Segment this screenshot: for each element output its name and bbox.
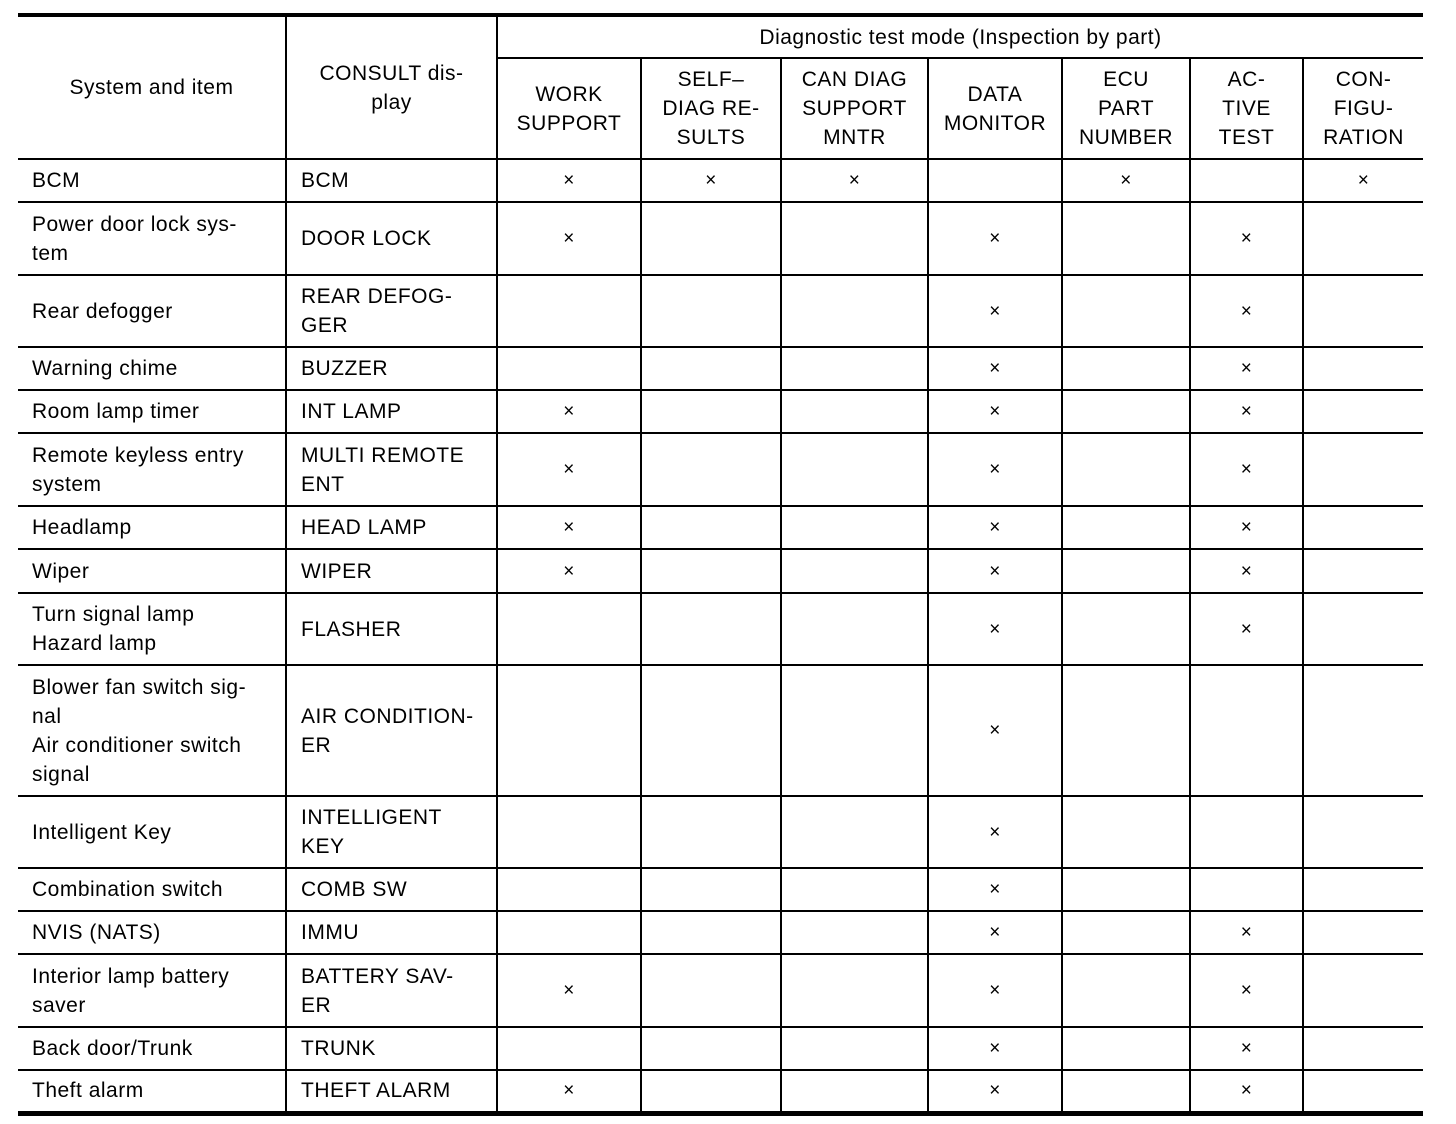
header-system-and-item-text: System and item xyxy=(69,76,234,99)
mode-mark-work-support xyxy=(497,593,641,665)
consult-display-line: INT LAMP xyxy=(301,400,402,423)
system-item-line: Interior lamp battery xyxy=(32,964,230,988)
system-item-line: nal xyxy=(32,704,62,728)
mode-mark-active-test: × xyxy=(1190,593,1303,665)
system-item-cell xyxy=(18,433,286,506)
header-mode-line: ECU xyxy=(1103,68,1149,91)
mode-mark-data-monitor: × xyxy=(928,1027,1062,1070)
system-item-line: Warning chime xyxy=(32,357,178,380)
mode-mark-work-support: × xyxy=(497,159,641,202)
consult-display-cell xyxy=(286,954,497,1027)
mode-mark-can-diag-support-mntr xyxy=(781,347,928,390)
mode-mark-can-diag-support-mntr xyxy=(781,796,928,868)
header-mode-line: MNTR xyxy=(823,126,886,149)
consult-display-cell xyxy=(286,911,497,954)
mode-mark-active-test: × xyxy=(1190,911,1303,954)
mode-mark-work-support: × xyxy=(497,1070,641,1113)
diagnostic-mode-table xyxy=(18,13,1423,1116)
header-mode-line: CAN DIAG xyxy=(801,68,908,91)
header-mode-line: AC- xyxy=(1227,68,1266,91)
mode-mark-data-monitor: × xyxy=(928,911,1062,954)
header-mode-line: FIGU- xyxy=(1333,97,1394,120)
system-item-cell xyxy=(18,506,286,549)
system-item-line: BCM xyxy=(32,169,81,192)
mode-mark-can-diag-support-mntr xyxy=(781,911,928,954)
mode-mark-data-monitor: × xyxy=(928,1070,1062,1113)
system-item-cell xyxy=(18,868,286,911)
mode-mark-self-diag-results xyxy=(641,347,781,390)
system-item-line: Theft alarm xyxy=(32,1079,144,1103)
system-item-cell xyxy=(18,593,286,665)
mode-mark-configuration xyxy=(1303,275,1423,347)
mode-mark-data-monitor: × xyxy=(928,390,1062,433)
mode-mark-data-monitor: × xyxy=(928,347,1062,390)
header-mode-line: SUPPORT xyxy=(516,111,622,135)
mode-mark-ecu-part-number xyxy=(1062,954,1190,1027)
mode-mark-self-diag-results xyxy=(641,506,781,549)
mode-mark-data-monitor: × xyxy=(928,202,1062,275)
mode-mark-data-monitor: × xyxy=(928,665,1062,796)
table-row xyxy=(18,202,1423,275)
mode-mark-configuration xyxy=(1303,665,1423,796)
mode-mark-can-diag-support-mntr xyxy=(781,202,928,275)
mode-mark-active-test xyxy=(1190,796,1303,868)
mode-mark-data-monitor: × xyxy=(928,275,1062,347)
mode-mark-can-diag-support-mntr xyxy=(781,954,928,1027)
mode-mark-data-monitor: × xyxy=(928,593,1062,665)
header-mode-ecu-part-number xyxy=(1062,58,1190,159)
mode-mark-ecu-part-number xyxy=(1062,275,1190,347)
system-item-line: Blower fan switch sig- xyxy=(32,675,247,699)
table-row xyxy=(18,347,1423,390)
mode-mark-self-diag-results xyxy=(641,390,781,433)
table-row xyxy=(18,954,1423,1027)
header-consult-display-line: play xyxy=(371,90,412,114)
system-item-line: tem xyxy=(32,241,69,265)
mode-mark-ecu-part-number xyxy=(1062,593,1190,665)
mode-mark-data-monitor xyxy=(928,159,1062,202)
consult-display-cell xyxy=(286,202,497,275)
mode-mark-self-diag-results xyxy=(641,954,781,1027)
mode-mark-configuration xyxy=(1303,506,1423,549)
mode-mark-configuration xyxy=(1303,433,1423,506)
consult-display-line: TRUNK xyxy=(301,1037,376,1060)
table-row xyxy=(18,159,1423,202)
mode-mark-configuration xyxy=(1303,1027,1423,1070)
system-item-line: Room lamp timer xyxy=(32,400,200,423)
table-header xyxy=(18,15,1423,159)
consult-display-cell xyxy=(286,1027,497,1070)
mode-mark-self-diag-results xyxy=(641,868,781,911)
consult-display-cell xyxy=(286,868,497,911)
table-row xyxy=(18,911,1423,954)
mode-mark-active-test: × xyxy=(1190,433,1303,506)
mode-mark-work-support xyxy=(497,275,641,347)
mode-mark-active-test: × xyxy=(1190,1027,1303,1070)
system-item-cell xyxy=(18,390,286,433)
mode-mark-work-support xyxy=(497,1027,641,1070)
mode-mark-work-support: × xyxy=(497,954,641,1027)
mode-mark-active-test: × xyxy=(1190,1070,1303,1113)
consult-display-cell xyxy=(286,159,497,202)
header-mode-line: SUPPORT xyxy=(802,97,907,120)
mode-mark-active-test: × xyxy=(1190,954,1303,1027)
mode-mark-configuration xyxy=(1303,593,1423,665)
mode-mark-active-test xyxy=(1190,868,1303,911)
mode-mark-self-diag-results xyxy=(641,433,781,506)
mode-mark-configuration xyxy=(1303,549,1423,593)
consult-display-cell xyxy=(286,593,497,665)
mode-mark-ecu-part-number xyxy=(1062,506,1190,549)
mode-mark-can-diag-support-mntr xyxy=(781,1027,928,1070)
header-mode-line: CON- xyxy=(1335,68,1392,91)
header-mode-active-test xyxy=(1190,58,1303,159)
mode-mark-configuration: × xyxy=(1303,159,1423,202)
header-consult-display-line: CONSULT dis- xyxy=(319,61,464,85)
system-item-line: Remote keyless entry xyxy=(32,443,244,467)
mode-mark-active-test: × xyxy=(1190,506,1303,549)
table-row xyxy=(18,549,1423,593)
mode-mark-configuration xyxy=(1303,868,1423,911)
header-mode-work-support xyxy=(497,58,641,159)
consult-display-line: FLASHER xyxy=(301,617,402,641)
table-row xyxy=(18,796,1423,868)
system-item-cell xyxy=(18,549,286,593)
mode-mark-ecu-part-number xyxy=(1062,390,1190,433)
system-item-line: saver xyxy=(32,993,86,1017)
consult-display-line: INTELLIGENT xyxy=(301,806,442,829)
table-body xyxy=(18,159,1423,1113)
mode-mark-ecu-part-number xyxy=(1062,347,1190,390)
mode-mark-self-diag-results xyxy=(641,275,781,347)
header-mode-configuration xyxy=(1303,58,1423,159)
mode-mark-can-diag-support-mntr xyxy=(781,275,928,347)
header-diagnostic-test-mode-text: Diagnostic test mode (Inspection by part) xyxy=(759,25,1162,49)
mode-mark-work-support xyxy=(497,796,641,868)
consult-display-line: KEY xyxy=(301,835,345,858)
mode-mark-configuration xyxy=(1303,347,1423,390)
system-item-line: Air conditioner switch xyxy=(32,733,242,757)
mode-mark-self-diag-results xyxy=(641,911,781,954)
consult-display-line: DOOR LOCK xyxy=(301,227,432,250)
header-diagnostic-test-mode xyxy=(497,15,1423,58)
consult-display-cell xyxy=(286,1070,497,1113)
mode-mark-data-monitor: × xyxy=(928,796,1062,868)
mode-mark-ecu-part-number xyxy=(1062,911,1190,954)
mode-mark-can-diag-support-mntr xyxy=(781,593,928,665)
consult-display-cell xyxy=(286,275,497,347)
mode-mark-can-diag-support-mntr: × xyxy=(781,159,928,202)
header-mode-line: TEST xyxy=(1218,126,1275,149)
mode-mark-self-diag-results xyxy=(641,796,781,868)
header-mode-self-diag-results xyxy=(641,58,781,159)
mode-mark-can-diag-support-mntr xyxy=(781,506,928,549)
consult-display-cell xyxy=(286,347,497,390)
system-item-line: signal xyxy=(32,762,90,786)
mode-mark-configuration xyxy=(1303,954,1423,1027)
consult-display-line: ER xyxy=(301,733,332,757)
table-row xyxy=(18,665,1423,796)
consult-display-cell xyxy=(286,390,497,433)
mode-mark-configuration xyxy=(1303,796,1423,868)
system-item-line: Headlamp xyxy=(32,516,132,539)
system-item-line: Hazard lamp xyxy=(32,632,157,655)
system-item-line: Power door lock sys- xyxy=(32,212,237,236)
mode-mark-ecu-part-number xyxy=(1062,868,1190,911)
mode-mark-active-test xyxy=(1190,159,1303,202)
system-item-line: Combination switch xyxy=(32,878,224,901)
mode-mark-ecu-part-number xyxy=(1062,665,1190,796)
header-mode-line: TIVE xyxy=(1222,97,1271,120)
system-item-cell xyxy=(18,202,286,275)
mode-mark-can-diag-support-mntr xyxy=(781,549,928,593)
table-row xyxy=(18,593,1423,665)
mode-mark-can-diag-support-mntr xyxy=(781,433,928,506)
mode-mark-ecu-part-number xyxy=(1062,433,1190,506)
header-mode-line: SELF– xyxy=(677,68,745,91)
mode-mark-self-diag-results xyxy=(641,665,781,796)
mode-mark-work-support: × xyxy=(497,202,641,275)
mode-mark-data-monitor: × xyxy=(928,433,1062,506)
header-mode-line: WORK xyxy=(535,82,603,106)
consult-display-line: ER xyxy=(301,993,332,1017)
mode-mark-ecu-part-number xyxy=(1062,1070,1190,1113)
table-row xyxy=(18,1070,1423,1113)
mode-mark-active-test: × xyxy=(1190,390,1303,433)
mode-mark-configuration xyxy=(1303,911,1423,954)
mode-mark-self-diag-results xyxy=(641,1027,781,1070)
header-mode-data-monitor xyxy=(928,58,1062,159)
mode-mark-configuration xyxy=(1303,390,1423,433)
mode-mark-active-test: × xyxy=(1190,275,1303,347)
system-item-cell xyxy=(18,796,286,868)
system-item-line: Back door/Trunk xyxy=(32,1037,193,1060)
mode-mark-work-support: × xyxy=(497,390,641,433)
consult-display-line: THEFT ALARM xyxy=(301,1079,451,1103)
mode-mark-configuration xyxy=(1303,1070,1423,1113)
consult-display-line: WIPER xyxy=(301,559,373,583)
system-item-cell xyxy=(18,954,286,1027)
system-item-line: Rear defogger xyxy=(32,299,173,323)
consult-display-line: BUZZER xyxy=(301,357,388,380)
mode-mark-ecu-part-number xyxy=(1062,796,1190,868)
mode-mark-data-monitor: × xyxy=(928,549,1062,593)
mode-mark-self-diag-results xyxy=(641,202,781,275)
consult-display-line: IMMU xyxy=(301,921,359,944)
consult-display-line: MULTI REMOTE xyxy=(301,443,465,467)
mode-mark-data-monitor: × xyxy=(928,506,1062,549)
consult-display-line: GER xyxy=(301,314,349,337)
consult-display-line: COMB SW xyxy=(301,878,408,901)
mode-mark-can-diag-support-mntr xyxy=(781,868,928,911)
consult-display-line: ENT xyxy=(301,472,345,496)
table-row xyxy=(18,506,1423,549)
mode-mark-self-diag-results: × xyxy=(641,159,781,202)
consult-display-cell xyxy=(286,665,497,796)
mode-mark-active-test: × xyxy=(1190,347,1303,390)
mode-mark-work-support xyxy=(497,911,641,954)
system-item-cell xyxy=(18,665,286,796)
header-mode-line: NUMBER xyxy=(1078,126,1173,149)
table-row xyxy=(18,433,1423,506)
consult-display-cell xyxy=(286,549,497,593)
mode-mark-data-monitor: × xyxy=(928,954,1062,1027)
consult-display-cell xyxy=(286,506,497,549)
table-row xyxy=(18,390,1423,433)
header-consult-display xyxy=(286,15,497,159)
system-item-cell xyxy=(18,347,286,390)
mode-mark-work-support: × xyxy=(497,433,641,506)
mode-mark-active-test xyxy=(1190,665,1303,796)
consult-display-line: REAR DEFOG- xyxy=(301,285,453,308)
mode-mark-ecu-part-number: × xyxy=(1062,159,1190,202)
system-item-line: NVIS (NATS) xyxy=(32,921,161,944)
mode-mark-self-diag-results xyxy=(641,549,781,593)
header-mode-line: PART xyxy=(1097,97,1155,120)
mode-mark-work-support xyxy=(497,665,641,796)
header-mode-can-diag-support-mntr xyxy=(781,58,928,159)
system-item-line: Wiper xyxy=(32,559,90,583)
mode-mark-can-diag-support-mntr xyxy=(781,665,928,796)
system-item-cell xyxy=(18,275,286,347)
system-item-cell xyxy=(18,911,286,954)
consult-display-line: BATTERY SAV- xyxy=(301,964,454,988)
consult-display-line: BCM xyxy=(301,169,350,192)
table-row xyxy=(18,1027,1423,1070)
mode-mark-ecu-part-number xyxy=(1062,549,1190,593)
consult-display-line: HEAD LAMP xyxy=(301,516,427,539)
mode-mark-ecu-part-number xyxy=(1062,1027,1190,1070)
header-mode-line: MONITOR xyxy=(943,111,1047,135)
mode-mark-active-test: × xyxy=(1190,202,1303,275)
mode-mark-work-support xyxy=(497,868,641,911)
mode-mark-self-diag-results xyxy=(641,593,781,665)
system-item-line: Turn signal lamp xyxy=(32,603,195,626)
header-mode-line: DATA xyxy=(967,82,1023,106)
mode-mark-can-diag-support-mntr xyxy=(781,390,928,433)
mode-mark-configuration xyxy=(1303,202,1423,275)
system-item-cell xyxy=(18,159,286,202)
system-item-line: system xyxy=(32,472,102,496)
table-row xyxy=(18,868,1423,911)
mode-mark-work-support: × xyxy=(497,549,641,593)
system-item-line: Intelligent Key xyxy=(32,820,172,844)
header-system-and-item xyxy=(18,15,286,159)
consult-display-line: AIR CONDITION- xyxy=(301,704,474,728)
mode-mark-ecu-part-number xyxy=(1062,202,1190,275)
mode-mark-self-diag-results xyxy=(641,1070,781,1113)
system-item-cell xyxy=(18,1070,286,1113)
table-row xyxy=(18,275,1423,347)
mode-mark-active-test: × xyxy=(1190,549,1303,593)
header-mode-line: DIAG RE- xyxy=(662,97,760,120)
header-mode-line: RATION xyxy=(1323,126,1404,149)
mode-mark-data-monitor: × xyxy=(928,868,1062,911)
system-item-cell xyxy=(18,1027,286,1070)
header-mode-line: SULTS xyxy=(676,126,746,149)
mode-mark-work-support: × xyxy=(497,506,641,549)
consult-display-cell xyxy=(286,433,497,506)
mode-mark-work-support xyxy=(497,347,641,390)
consult-display-cell xyxy=(286,796,497,868)
mode-mark-can-diag-support-mntr xyxy=(781,1070,928,1113)
